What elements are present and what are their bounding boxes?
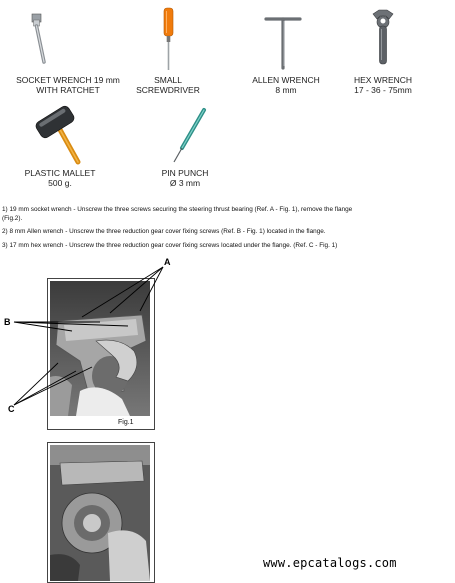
tool-label-hex-wrench: HEX WRENCH 17 - 36 - 75mm [353,75,413,95]
figure-1-callout-lines [0,255,200,425]
hex-wrench-icon [373,10,393,64]
callout-a: A [164,257,171,267]
callout-b: B [4,317,11,327]
allen-wrench-icon [266,19,300,68]
callout-c: C [8,404,15,414]
figure-2-photo [50,445,150,581]
tool-label-plastic-mallet: PLASTIC MALLET 500 g. [24,168,96,188]
watermark-text: www.epcatalogs.com [263,556,397,570]
tool-label-screwdriver: SMALL SCREWDRIVER [136,75,200,95]
plastic-mallet-icon [34,104,78,162]
tool-label-pin-punch: PIN PUNCH Ø 3 mm [161,168,209,188]
step-1: 1) 19 mm socket wrench - Unscrew the three screws securing the steering thrust bearing (Ref. A - Fig. 1), remove the flange [2,206,353,213]
step-3: 3) 17 mm hex wrench - Unscrew the three reduction gear cover fixing screws located under the flange. (Ref. C - Fig. 1) [2,242,338,249]
tool-label-socket-wrench: SOCKET WRENCH 19 mm WITH RATCHET [16,75,120,95]
step-1-continued: (Fig.2). [2,215,23,222]
step-2: 2) 8 mm Allen wrench - Unscrew the three reduction gear cover fixing screws (Ref. B - Fig. 1) located in the flange. [2,228,326,235]
tool-label-allen-wrench: ALLEN WRENCH 8 mm [252,75,320,95]
socket-wrench-icon [32,14,44,62]
screwdriver-icon [164,8,173,70]
pin-punch-icon [174,110,204,162]
figure-1-caption: Fig.1 [118,419,134,426]
